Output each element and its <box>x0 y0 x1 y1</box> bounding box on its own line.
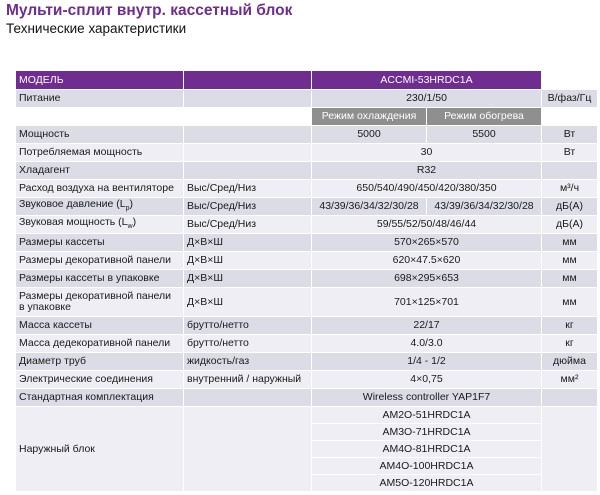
electric-value: 4×0,75 <box>312 371 542 389</box>
sound-power-unit: дБ(А) <box>542 216 598 234</box>
cassette-pack-label: Размеры кассеты в упаковке <box>16 270 184 288</box>
table-row-airflow <box>16 180 598 198</box>
sound-pressure-unit: дБ(А) <box>542 198 598 216</box>
power-sub <box>184 90 312 108</box>
consumption-sub <box>184 144 312 162</box>
pipe-value: 1/4 - 1/2 <box>312 353 542 371</box>
modes-blank-2 <box>184 108 312 126</box>
electric-label: Электрические соединения <box>16 371 184 389</box>
table-row-panel-size <box>16 252 598 270</box>
panel-pack-sub: Д×В×Ш <box>184 288 312 317</box>
capacity-heating: 5500 <box>427 126 542 144</box>
standard-sub <box>184 389 312 407</box>
model-label: МОДЕЛЬ <box>16 71 184 90</box>
cassette-mass-label: Масса кассеты <box>16 317 184 335</box>
cassette-size-unit: мм <box>542 234 598 252</box>
standard-value: Wireless controller YAP1F7 <box>312 389 542 407</box>
power-label: Питание <box>16 90 184 108</box>
model-value: ACCMI-53HRDC1A <box>312 71 542 90</box>
consumption-label: Потребляемая мощность <box>16 144 184 162</box>
refrigerant-value: R32 <box>312 162 542 180</box>
outdoor-unit-model: AM4O-100HRDC1A <box>312 458 542 475</box>
capacity-label: Мощность <box>16 126 184 144</box>
table-row-modes <box>16 108 598 126</box>
cassette-pack-unit: мм <box>542 270 598 288</box>
sound-pressure-cooling: 43/39/36/34/32/30/28 <box>312 198 427 216</box>
refrigerant-label: Хладагент <box>16 162 184 180</box>
model-label-spacer <box>184 71 312 90</box>
panel-mass-sub: брутто/нетто <box>184 335 312 353</box>
airflow-label: Расход воздуха на вентиляторе <box>16 180 184 198</box>
electric-sub: внутренний / наружный <box>184 371 312 389</box>
refrigerant-unit <box>542 162 598 180</box>
panel-pack-value: 701×125×701 <box>312 288 542 317</box>
sound-pressure-heating: 43/39/36/34/32/30/28 <box>427 198 542 216</box>
refrigerant-sub <box>184 162 312 180</box>
panel-size-unit: мм <box>542 252 598 270</box>
table-row-cassette-size <box>16 234 598 252</box>
sound-pressure-label: Звуковое давление $(L_p)$ <box>16 198 184 216</box>
pipe-sub: жидкость/газ <box>184 353 312 371</box>
panel-size-value: 620×47.5×620 <box>312 252 542 270</box>
panel-mass-label: Масса дедекоративной панели <box>16 335 184 353</box>
spec-table <box>15 70 598 492</box>
cassette-size-value: 570×265×570 <box>312 234 542 252</box>
cassette-pack-value: 698×295×653 <box>312 270 542 288</box>
mode-heating-label: Режим обогрева <box>427 108 542 126</box>
panel-pack-unit: мм <box>542 288 598 317</box>
airflow-value: 650/540/490/450/420/380/350 <box>312 180 542 198</box>
outdoor-unit-model: AM3O-71HRDC1A <box>312 424 542 441</box>
outdoor-unit-model: AM4O-81HRDC1A <box>312 441 542 458</box>
table-row-sound-power <box>16 216 598 234</box>
table-row-power <box>16 90 598 108</box>
pipe-unit: дюйма <box>542 353 598 371</box>
electric-unit: мм² <box>542 371 598 389</box>
power-unit: В/фаз/Гц <box>542 90 598 108</box>
cassette-size-sub: Д×В×Ш <box>184 234 312 252</box>
table-row-pipe <box>16 353 598 371</box>
airflow-unit: м³/ч <box>542 180 598 198</box>
page-subtitle: Технические характеристики <box>6 21 187 36</box>
panel-mass-value: 4.0/3.0 <box>312 335 542 353</box>
standard-unit <box>542 389 598 407</box>
panel-size-label: Размеры декоративной панели <box>16 252 184 270</box>
cassette-mass-value: 22/17 <box>312 317 542 335</box>
table-row-sound-pressure <box>16 198 598 216</box>
outdoor-unit-model: AM2O-51HRDC1A <box>312 407 542 424</box>
panel-size-sub: Д×В×Ш <box>184 252 312 270</box>
mode-cooling-label: Режим охлаждения <box>312 108 427 126</box>
consumption-value: 30 <box>312 144 542 162</box>
consumption-unit: Вт <box>542 144 598 162</box>
power-value: 230/1/50 <box>312 90 542 108</box>
modes-blank-3 <box>542 108 598 126</box>
airflow-sub: Выс/Сред/Низ <box>184 180 312 198</box>
sound-power-label: Звуковая мощность $(L_w)$ <box>16 216 184 234</box>
capacity-unit: Вт <box>542 126 598 144</box>
table-row-electric <box>16 371 598 389</box>
outdoor-unit-cell <box>542 407 598 492</box>
page-title: Мульти-сплит внутр. кассетный блок <box>6 2 293 19</box>
table-row-standard <box>16 389 598 407</box>
outdoor-sub <box>184 407 312 492</box>
outdoor-label: Наружный блок <box>16 407 184 492</box>
table-row-outdoor-0 <box>16 407 598 424</box>
table-row-model <box>16 71 598 90</box>
table-row-consumption <box>16 144 598 162</box>
panel-mass-unit: кг <box>542 335 598 353</box>
outdoor-unit-model: AM5O-120HRDC1A <box>312 475 542 492</box>
cassette-size-label: Размеры кассеты <box>16 234 184 252</box>
modes-blank <box>16 108 184 126</box>
sound-power-value: 59/55/52/50/48/46/44 <box>312 216 542 234</box>
panel-pack-label: Размеры декоративной панели в упаковке <box>16 288 184 317</box>
table-row-cassette-mass <box>16 317 598 335</box>
capacity-sub <box>184 126 312 144</box>
cassette-mass-unit: кг <box>542 317 598 335</box>
table-row-panel-pack <box>16 288 598 317</box>
capacity-cooling: 5000 <box>312 126 427 144</box>
cassette-pack-sub: Д×В×Ш <box>184 270 312 288</box>
table-row-cassette-pack <box>16 270 598 288</box>
table-row-refrigerant <box>16 162 598 180</box>
model-unit-cell <box>542 71 598 90</box>
table-row-panel-mass <box>16 335 598 353</box>
standard-label: Стандартная комплектация <box>16 389 184 407</box>
cassette-mass-sub: брутто/нетто <box>184 317 312 335</box>
pipe-label: Диаметр труб <box>16 353 184 371</box>
sound-pressure-sub: Выс/Сред/Низ <box>184 198 312 216</box>
sound-power-sub: Выс/Сред/Низ <box>184 216 312 234</box>
table-row-capacity <box>16 126 598 144</box>
